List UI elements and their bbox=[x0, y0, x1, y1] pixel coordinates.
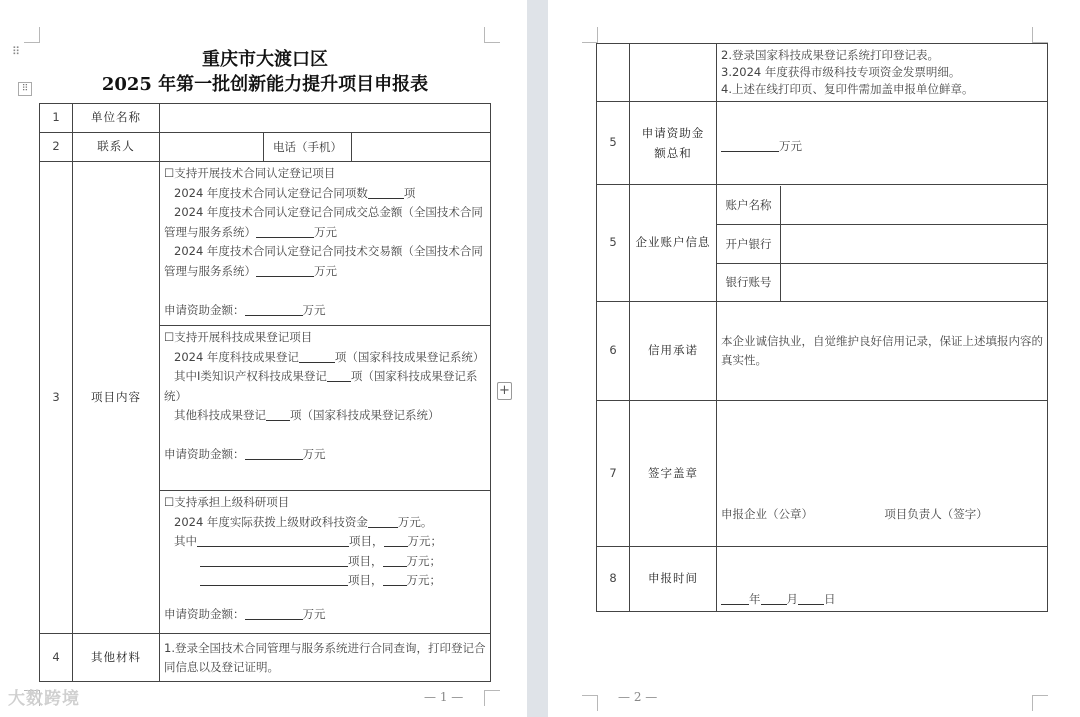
continued-label-cell bbox=[630, 44, 717, 102]
text-year: 年 bbox=[749, 591, 761, 606]
apply-amount-input-b[interactable] bbox=[245, 446, 303, 460]
label-unit-name: 单位名称 bbox=[73, 104, 160, 133]
total-amount-cell bbox=[717, 102, 1048, 185]
unit-xiang: 项 bbox=[403, 185, 416, 200]
margin-corner bbox=[1032, 27, 1048, 43]
doc-title-line2: 2025 年第一批创新能力提升项目申报表 bbox=[101, 74, 429, 95]
other-materials-continued bbox=[717, 44, 1048, 102]
checkbox-superior-project[interactable]: ☐支持承担上级科研项目 bbox=[164, 495, 290, 509]
drag-handle-icon[interactable]: ⠿ bbox=[12, 45, 21, 58]
text-project-leader: 项目负责人（签字） bbox=[884, 507, 988, 521]
contact-cell bbox=[160, 133, 491, 162]
document-page-2 bbox=[548, 0, 1080, 717]
apply-amount-input-a[interactable] bbox=[245, 302, 303, 316]
margin-corner bbox=[484, 27, 500, 43]
row-number: 3 bbox=[40, 162, 73, 634]
label-contact: 联系人 bbox=[73, 133, 160, 162]
contract-trade-input[interactable] bbox=[256, 263, 314, 277]
plus-icon[interactable]: + bbox=[497, 382, 512, 400]
unit-wanyuan: 万元 bbox=[314, 224, 337, 239]
account-number-field[interactable] bbox=[781, 264, 1047, 301]
checkbox-sci-achievement[interactable]: ☐支持开展科技成果登记项目 bbox=[164, 330, 313, 344]
text-other-system: 项（国家科技成果登记系统） bbox=[290, 408, 440, 422]
text-apply-amount: 申请资助金额： bbox=[164, 606, 245, 621]
text-project: 项目， bbox=[348, 573, 383, 587]
unit-name-field[interactable] bbox=[160, 104, 491, 133]
label-apply-date: 申报时间 bbox=[630, 547, 717, 612]
project-name-input-2[interactable] bbox=[200, 553, 348, 567]
project-name-input-3[interactable] bbox=[200, 572, 348, 586]
section-tech-contract bbox=[160, 162, 490, 326]
watermark: 大数跨境 bbox=[8, 689, 80, 709]
contact-name-field[interactable] bbox=[160, 133, 264, 161]
page-number-1: — 1 — bbox=[424, 690, 464, 704]
contract-count-input[interactable] bbox=[368, 185, 404, 199]
text-apply-amount: 申请资助金额： bbox=[164, 302, 245, 317]
text-apply-amount: 申请资助金额： bbox=[164, 447, 245, 461]
superior-funds-input[interactable] bbox=[368, 514, 398, 528]
label-other-materials: 其他材料 bbox=[73, 634, 160, 682]
text-wanyuan-semi: 万元； bbox=[407, 534, 442, 548]
label-signature: 签字盖章 bbox=[630, 401, 717, 547]
label-bank-name: 开户银行 bbox=[717, 225, 781, 263]
row-number: 1 bbox=[40, 104, 73, 133]
text-contract-count: 2024 年度技术合同认定登记合同项数 bbox=[174, 185, 368, 200]
bank-name-field[interactable] bbox=[781, 225, 1047, 263]
achievement-count-input[interactable] bbox=[299, 349, 335, 363]
text-project: 项目， bbox=[349, 534, 384, 548]
text-wanyuan-semi: 万元； bbox=[406, 573, 441, 587]
text-achievement-system: 项（国家科技成果登记系统） bbox=[334, 349, 485, 364]
materials-item-3: 3.2024 年度获得市级科技专项资金发票明细。 bbox=[721, 65, 961, 79]
label-total-amount: 申请资助金额总和 bbox=[630, 102, 717, 185]
unit-wanyuan: 万元 bbox=[302, 302, 326, 317]
text-project: 项目， bbox=[348, 553, 383, 568]
row-number: 5 bbox=[597, 185, 630, 302]
unit-wanyuan: 万元 bbox=[302, 447, 326, 461]
project-amount-input-3[interactable] bbox=[383, 572, 407, 586]
text-superior-funds: 2024 年度实际获拨上级财政科技资金 bbox=[174, 514, 368, 529]
month-input[interactable] bbox=[761, 591, 787, 605]
row-number: 4 bbox=[40, 634, 73, 682]
label-credit-promise: 信用承诺 bbox=[630, 302, 717, 401]
year-input[interactable] bbox=[721, 591, 749, 605]
text-company-seal: 申报企业（公章） bbox=[721, 507, 813, 521]
table-anchor-icon[interactable]: ⠿ bbox=[18, 82, 32, 96]
text-contract-total: 2024 年度技术合同认定登记合同成交总金额（全国技术合同管理与服务系统） bbox=[164, 205, 483, 239]
total-amount-input[interactable] bbox=[721, 138, 779, 152]
page-gutter bbox=[527, 0, 548, 717]
margin-corner bbox=[24, 27, 40, 43]
application-table-page2 bbox=[596, 43, 1048, 612]
project-content-cell bbox=[160, 162, 491, 634]
unit-wanyuan: 万元 bbox=[302, 606, 326, 621]
document-page-1 bbox=[0, 0, 527, 717]
phone-field[interactable] bbox=[352, 133, 490, 161]
text-month: 月 bbox=[786, 591, 798, 606]
other-achievement-input[interactable] bbox=[266, 407, 290, 421]
account-name-field[interactable] bbox=[781, 186, 1047, 224]
row-number: 2 bbox=[40, 133, 73, 162]
project-amount-input-1[interactable] bbox=[384, 533, 408, 547]
text-other-achievement: 其他科技成果登记 bbox=[174, 408, 266, 422]
materials-item-2: 2.登录国家科技成果登记系统打印登记表。 bbox=[721, 48, 939, 62]
label-account-name: 账户名称 bbox=[717, 186, 781, 224]
label-project-content: 项目内容 bbox=[73, 162, 160, 634]
text-ip-achievement: 其中Ⅰ类知识产权科技成果登记 bbox=[174, 369, 327, 383]
materials-item-4: 4.上述在线打印页、复印件需加盖申报单位鲜章。 bbox=[721, 82, 974, 96]
row-number: 8 bbox=[597, 547, 630, 612]
margin-corner bbox=[582, 695, 598, 711]
page-number-2: — 2 — bbox=[618, 690, 658, 704]
contract-total-input[interactable] bbox=[256, 224, 314, 238]
credit-promise-text: 本企业诚信执业，自觉维护良好信用记录，保证上述填报内容的真实性。 bbox=[717, 302, 1048, 401]
other-materials-text: 1.登录全国技术合同管理与服务系统进行合同查询，打印登记合同信息以及登记证明。 bbox=[160, 634, 491, 682]
text-contract-trade: 2024 年度技术合同认定登记合同技术交易额（全国技术合同管理与服务系统） bbox=[164, 244, 483, 278]
apply-amount-input-c[interactable] bbox=[245, 606, 303, 620]
day-input[interactable] bbox=[798, 591, 824, 605]
apply-date-cell bbox=[717, 547, 1048, 612]
text-day: 日 bbox=[824, 591, 836, 606]
row-number: 7 bbox=[597, 401, 630, 547]
label-account-info: 企业账户信息 bbox=[630, 185, 717, 302]
text-qizhong: 其中 bbox=[174, 534, 197, 548]
label-account-number: 银行账号 bbox=[717, 264, 781, 301]
section-sci-achievement bbox=[160, 326, 490, 491]
unit-wanyuan: 万元 bbox=[779, 139, 802, 154]
doc-title-line1: 重庆市大渡口区 bbox=[202, 49, 328, 70]
margin-corner bbox=[484, 690, 500, 706]
unit-wanyuan: 万元 bbox=[314, 263, 337, 278]
project-name-input-1[interactable] bbox=[197, 533, 349, 547]
label-phone: 电话（手机） bbox=[264, 133, 352, 161]
continued-num-cell bbox=[597, 44, 630, 102]
text-wanyuan-semi: 万元； bbox=[406, 553, 441, 568]
text-ip-system: 项（国家科技成果登记系统） bbox=[164, 369, 478, 403]
signature-cell[interactable] bbox=[717, 401, 1048, 547]
margin-corner bbox=[1032, 695, 1048, 711]
project-amount-input-2[interactable] bbox=[383, 553, 407, 567]
unit-wanyuan-period: 万元。 bbox=[397, 514, 433, 529]
account-info-cell bbox=[717, 185, 1048, 302]
row-number: 6 bbox=[597, 302, 630, 401]
ip-achievement-input[interactable] bbox=[327, 368, 351, 382]
row-number: 5 bbox=[597, 102, 630, 185]
text-achievement-count: 2024 年度科技成果登记 bbox=[174, 349, 299, 364]
application-table-page1 bbox=[39, 103, 491, 682]
section-superior-project bbox=[160, 491, 490, 633]
margin-corner bbox=[582, 27, 598, 43]
checkbox-tech-contract[interactable]: ☐支持开展技术合同认定登记项目 bbox=[164, 166, 336, 180]
